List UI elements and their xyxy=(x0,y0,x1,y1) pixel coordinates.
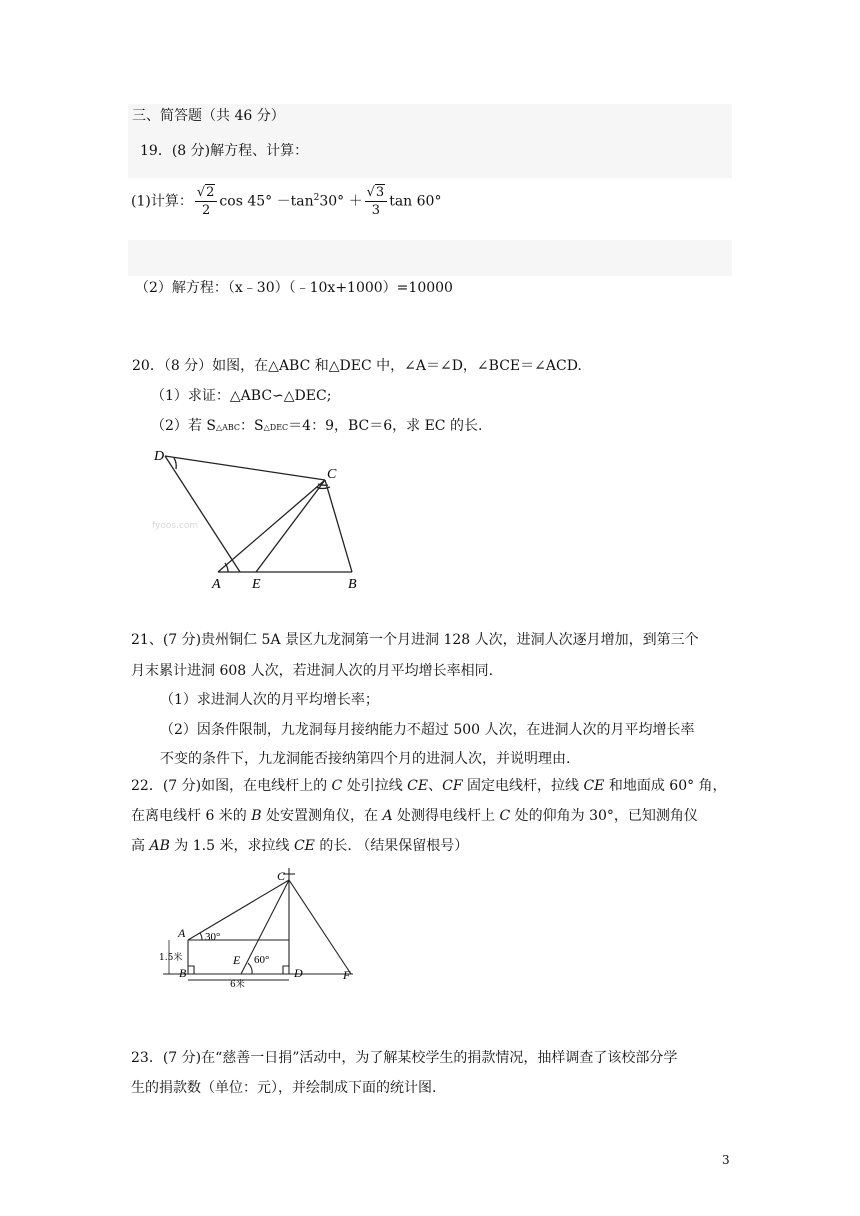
angle-mark-30 xyxy=(200,933,202,940)
right-angle-D xyxy=(283,966,289,974)
q21-part2-line2: 不变的条件下，九龙洞能否接纳第四个月的进洞人次，并说明理由. xyxy=(160,751,571,767)
q21-part2-line1: （2）因条件限制，九龙洞每月接纳能力不超过 500 人次，在进洞人次的月平均增长率 xyxy=(160,722,695,738)
q20-part1: （1）求证：△ABC∽△DEC; xyxy=(151,388,332,404)
q23-line1: 23．(7 分)在“慈善一日捐”活动中，为了解某校学生的捐款情况，抽样调查了该校部分学 xyxy=(131,1050,678,1066)
watermark: fyoos.com xyxy=(152,521,199,531)
highlight-band-mid xyxy=(128,240,732,276)
label-D: D xyxy=(154,449,165,464)
page-number: 3 xyxy=(722,1153,730,1167)
label-E: E xyxy=(252,577,261,592)
triangle-figure xyxy=(140,440,380,595)
q21-part1: （1）求进洞人次的月平均增长率； xyxy=(160,692,379,708)
fraction-sqrt2-over-2: $\frac{√2}{2}$ xyxy=(195,184,218,219)
label-B: B xyxy=(348,577,357,592)
angle-mark-60 xyxy=(248,963,252,974)
right-angle-B xyxy=(188,966,194,974)
label-D: D xyxy=(294,966,303,980)
angle-60-label: 60° xyxy=(254,954,270,966)
q20-part2: （2）若 S△ABC：S△DEC＝4：9，BC＝6，求 EC 的长. xyxy=(151,418,483,434)
q19-part2: （2）解方程：（x﹣30）（﹣10x+1000）=10000 xyxy=(135,280,453,296)
angle-mark-C-outer xyxy=(316,487,330,489)
segment-CA xyxy=(218,480,325,572)
segment-CB xyxy=(325,480,352,572)
q22-line1: 22．(7 分)如图，在电线杆上的 C 处引拉线 CE、CF 固定电线杆，拉线 CE 和地面成 60° 角， xyxy=(131,778,727,794)
label-C: C xyxy=(327,467,337,482)
q19-part1: (1)计算： $\frac{√2}{2}$ $\cos 45^\circ -\tan^230^\circ$ ＋ $\frac{√3}{3}$ tan 60° xyxy=(131,185,442,219)
fraction-sqrt3-over-3: $\frac{√3}{3}$ xyxy=(365,184,388,219)
q22-line3: 高 AB 为 1.5 米，求拉线 CE 的长. （结果保留根号） xyxy=(131,838,469,854)
q19-part1-prefix: (1)计算： xyxy=(131,193,193,210)
q21-line2: 月末累计进洞 608 人次，若进洞人次的月平均增长率相同. xyxy=(131,663,494,679)
label-C: C xyxy=(277,869,286,883)
q20-title: 20．（8 分）如图，在△ABC 和△DEC 中，∠A＝∠D，∠BCE＝∠ACD. xyxy=(132,358,582,374)
label-B: B xyxy=(179,966,187,980)
label-A: A xyxy=(212,577,221,592)
label-F: F xyxy=(343,968,351,982)
section-heading: 三、简答题（共 46 分） xyxy=(132,108,285,124)
label-E: E xyxy=(233,953,241,967)
segment-CE xyxy=(256,480,325,572)
q19-title: 19．(8 分)解方程、计算： xyxy=(140,143,309,159)
segment-DE xyxy=(165,456,240,572)
q21-line1: 21、(7 分)贵州铜仁 5A 景区九龙洞第一个月进洞 128 人次，进洞人次逐月增加，到第三个 xyxy=(131,632,699,648)
wire-CF xyxy=(289,880,351,974)
angle-30-label: 30° xyxy=(205,931,221,943)
distance-label: 6米 xyxy=(230,980,245,990)
q23-line2: 生的捐款数（单位：元），并绘制成下面的统计图. xyxy=(131,1080,437,1096)
label-A: A xyxy=(178,926,186,940)
q22-line2: 在离电线杆 6 米的 B 处安置测角仪，在 A 处测得电线杆上 C 处的仰角为 30°，已知测角仪 xyxy=(131,808,698,824)
segment-DC xyxy=(165,456,325,480)
height-label: 1.5米 xyxy=(159,953,183,963)
pole-figure xyxy=(155,860,365,990)
angle-mark-D xyxy=(174,458,176,469)
